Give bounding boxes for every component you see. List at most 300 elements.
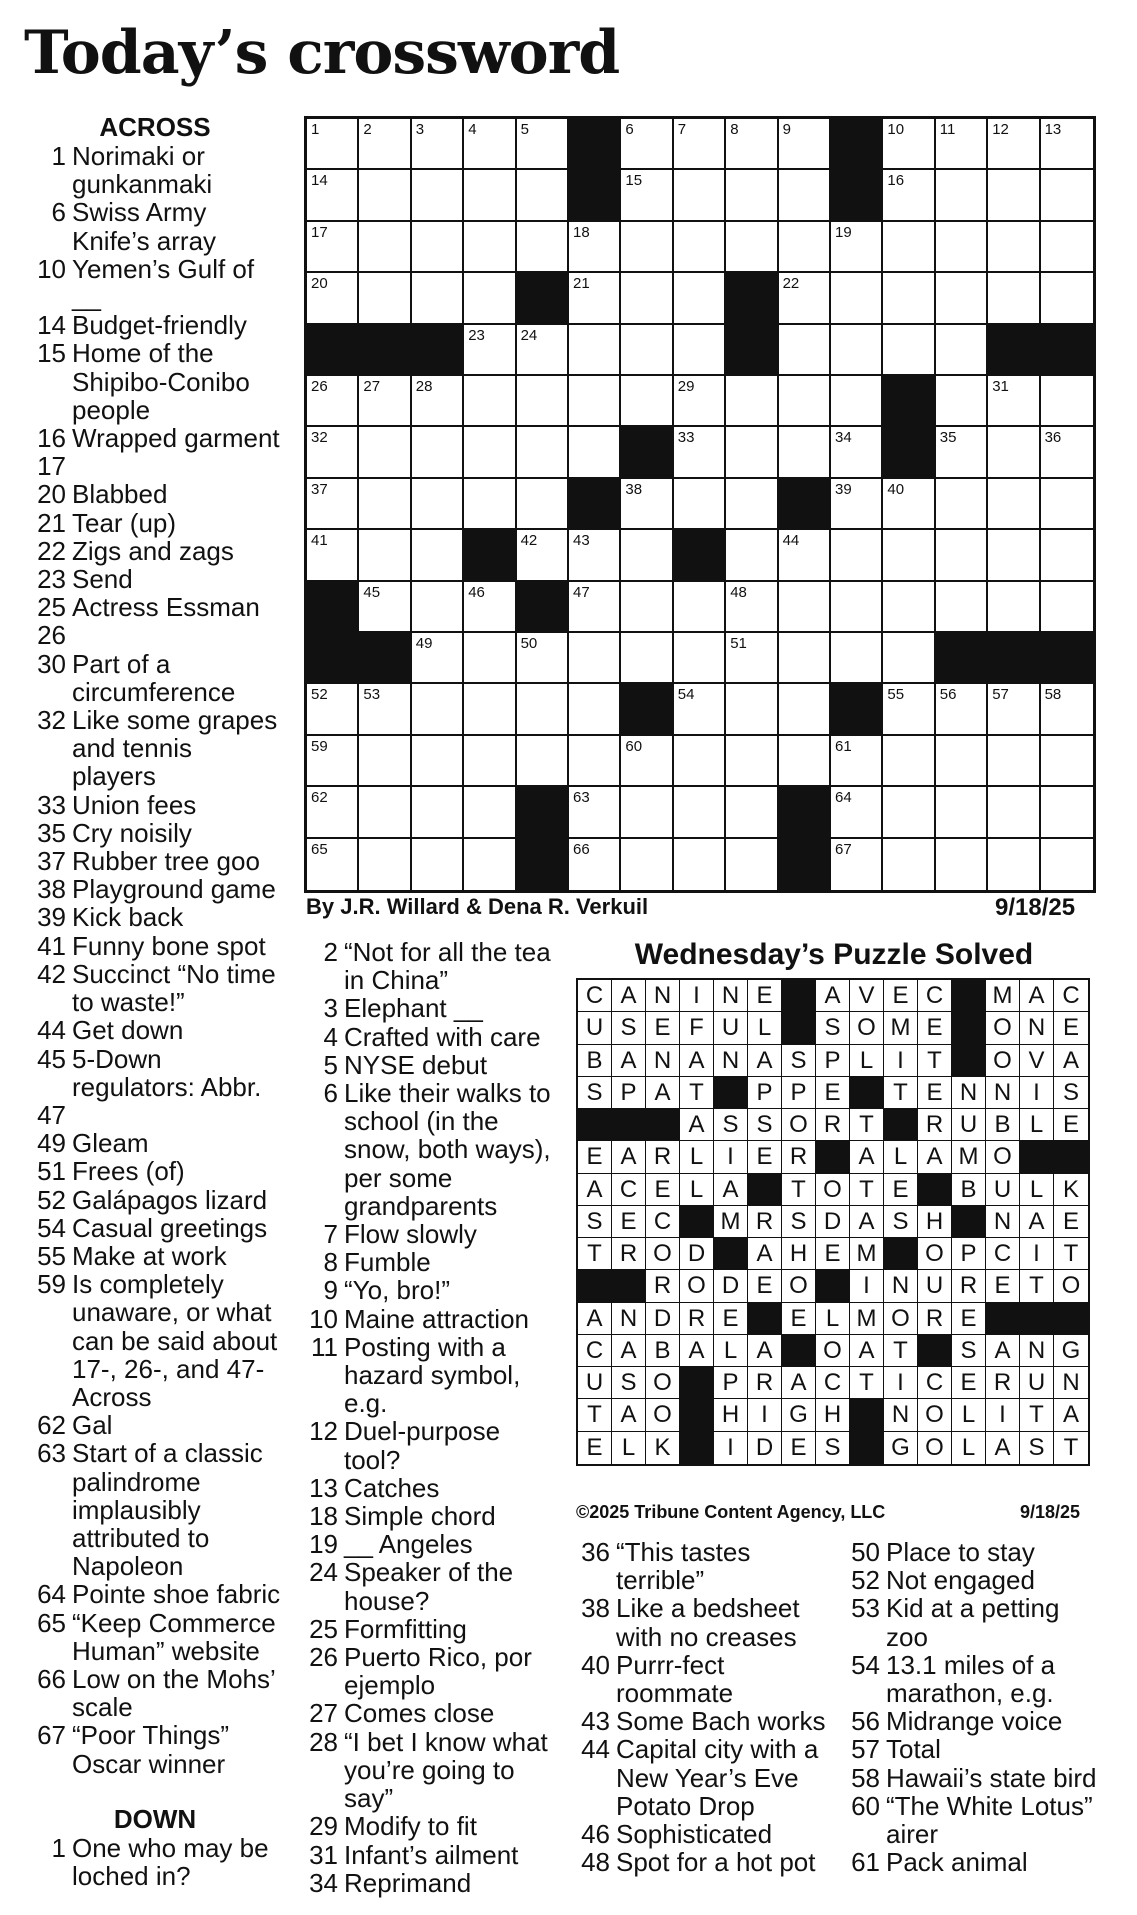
grid-cell[interactable] [1041, 530, 1093, 581]
grid-cell[interactable] [674, 376, 726, 427]
grid-cell[interactable] [307, 376, 359, 427]
grid-cell[interactable] [464, 736, 516, 787]
grid-cell[interactable] [517, 170, 569, 221]
grid-cell[interactable] [936, 787, 988, 838]
solution-letter: N [952, 1077, 986, 1109]
grid-cell[interactable] [936, 582, 988, 633]
grid-cell[interactable] [621, 222, 673, 273]
grid-cell[interactable] [1041, 736, 1093, 787]
grid-cell[interactable] [1041, 273, 1093, 324]
solution-letter: A [1020, 980, 1054, 1012]
grid-cell[interactable] [936, 427, 988, 478]
clue-text: Tear (up) [72, 507, 177, 538]
grid-cell[interactable] [621, 273, 673, 324]
solution-letter: R [748, 1367, 782, 1399]
black-square [883, 427, 935, 478]
solution-letter: E [986, 1270, 1020, 1302]
grid-cell[interactable] [464, 170, 516, 221]
grid-cell[interactable] [359, 530, 411, 581]
grid-cell[interactable] [359, 582, 411, 633]
clue-text: Make at work [72, 1240, 227, 1271]
grid-cell[interactable] [621, 787, 673, 838]
clue-text: Spot for a hot pot [616, 1847, 816, 1878]
down-clue-25 [300, 1615, 562, 1643]
grid-cell[interactable] [621, 736, 673, 787]
grid-cell[interactable] [831, 787, 883, 838]
solution-black-square [680, 1367, 714, 1399]
clue-number: 14 [37, 310, 66, 341]
grid-cell[interactable] [988, 479, 1040, 530]
grid-cell[interactable] [988, 119, 1040, 170]
clue-text: “This tastes terrible” [616, 1537, 751, 1596]
grid-cell[interactable] [307, 684, 359, 735]
solution-black-square [748, 1174, 782, 1206]
grid-cell[interactable] [831, 376, 883, 427]
grid-cell[interactable] [569, 376, 621, 427]
grid-cell[interactable] [569, 736, 621, 787]
clue-text: Zigs and zags [72, 535, 234, 566]
clue-number: 39 [37, 902, 66, 933]
clue-text: Yemen’s Gulf of __ [72, 253, 255, 313]
grid-cell[interactable] [831, 273, 883, 324]
grid-cell[interactable] [674, 222, 726, 273]
down-clue-40 [572, 1651, 834, 1707]
grid-cell[interactable] [674, 170, 726, 221]
grid-cell[interactable] [936, 736, 988, 787]
solution-letter: S [714, 1109, 748, 1141]
grid-cell[interactable] [674, 325, 726, 376]
grid-cell[interactable] [569, 582, 621, 633]
solution-letter: E [578, 1141, 612, 1173]
solution-letter: O [680, 1270, 714, 1302]
grid-cell[interactable] [359, 119, 411, 170]
solution-letter: E [612, 1206, 646, 1238]
grid-cell[interactable] [779, 325, 831, 376]
grid-cell[interactable] [936, 222, 988, 273]
grid-cell[interactable] [412, 273, 464, 324]
solution-black-square [884, 1238, 918, 1270]
grid-cell[interactable] [569, 222, 621, 273]
grid-cell[interactable] [988, 170, 1040, 221]
grid-cell[interactable] [359, 839, 411, 890]
clue-number: 16 [37, 423, 66, 454]
grid-cell[interactable] [412, 119, 464, 170]
grid-cell[interactable] [674, 427, 726, 478]
grid-cell[interactable] [517, 119, 569, 170]
grid-cell[interactable] [674, 839, 726, 890]
grid-cell[interactable] [621, 582, 673, 633]
grid-cell[interactable] [412, 684, 464, 735]
down-clue-60 [842, 1792, 1104, 1848]
grid-cell[interactable] [1041, 684, 1093, 735]
grid-cell[interactable] [621, 325, 673, 376]
grid-cell[interactable] [779, 376, 831, 427]
grid-cell[interactable] [726, 839, 778, 890]
across-clue-59 [28, 1270, 282, 1411]
down-clue-13 [300, 1474, 562, 1502]
grid-cell[interactable] [988, 736, 1040, 787]
cell-number: 39 [835, 480, 852, 498]
grid-cell[interactable] [883, 479, 935, 530]
grid-cell[interactable] [464, 582, 516, 633]
black-square [307, 633, 359, 684]
solution-letter: S [816, 1012, 850, 1044]
solution-black-square [816, 1141, 850, 1173]
clue-text [72, 452, 282, 480]
grid-cell[interactable] [621, 530, 673, 581]
grid-cell[interactable] [883, 325, 935, 376]
grid-cell[interactable] [307, 273, 359, 324]
grid-cell[interactable] [988, 427, 1040, 478]
grid-cell[interactable] [883, 170, 935, 221]
grid-cell[interactable] [726, 376, 778, 427]
solution-date: 9/18/25 [1020, 1502, 1081, 1522]
grid-cell[interactable] [307, 119, 359, 170]
grid-cell[interactable] [831, 633, 883, 684]
grid-cell[interactable] [569, 273, 621, 324]
grid-cell[interactable] [883, 736, 935, 787]
grid-cell[interactable] [936, 325, 988, 376]
clue-number: 27 [309, 1698, 338, 1729]
grid-cell[interactable] [359, 376, 411, 427]
grid-cell[interactable] [726, 787, 778, 838]
grid-cell[interactable] [988, 787, 1040, 838]
grid-cell[interactable] [359, 427, 411, 478]
grid-cell[interactable] [307, 736, 359, 787]
solution-black-square [1054, 1303, 1088, 1335]
solution-letter: T [850, 1109, 884, 1141]
across-clue-66 [28, 1665, 282, 1721]
grid-cell[interactable] [621, 479, 673, 530]
grid-cell[interactable] [464, 222, 516, 273]
solution-letter: I [884, 1045, 918, 1077]
grid-cell[interactable] [359, 787, 411, 838]
grid-cell[interactable] [412, 376, 464, 427]
grid-cell[interactable] [517, 222, 569, 273]
cell-number: 14 [311, 172, 328, 190]
clue-text: 13.1 miles of a marathon, e.g. [886, 1649, 1056, 1709]
grid-cell[interactable] [674, 633, 726, 684]
grid-cell[interactable] [517, 736, 569, 787]
clue-number: 52 [37, 1184, 66, 1215]
grid-cell[interactable] [359, 222, 411, 273]
solution-letter: E [1054, 1206, 1088, 1238]
grid-cell[interactable] [831, 325, 883, 376]
clue-number: 10 [37, 253, 66, 284]
grid-cell[interactable] [674, 582, 726, 633]
across-clue-1 [28, 142, 282, 198]
grid-cell[interactable] [883, 273, 935, 324]
grid-cell[interactable] [1041, 119, 1093, 170]
cell-number: 57 [992, 686, 1009, 704]
cell-number: 21 [573, 275, 590, 293]
solution-letter: E [748, 980, 782, 1012]
grid-cell[interactable] [1041, 582, 1093, 633]
grid-cell[interactable] [883, 684, 935, 735]
grid-cell[interactable] [517, 325, 569, 376]
black-square [831, 119, 883, 170]
grid-cell[interactable] [569, 427, 621, 478]
grid-cell[interactable] [1041, 170, 1093, 221]
grid-cell[interactable] [412, 479, 464, 530]
solution-letter: U [952, 1109, 986, 1141]
grid-cell[interactable] [936, 376, 988, 427]
grid-cell[interactable] [1041, 787, 1093, 838]
grid-cell[interactable] [307, 170, 359, 221]
grid-cell[interactable] [517, 479, 569, 530]
solution-letter: E [918, 1012, 952, 1044]
solution-letter: L [952, 1399, 986, 1431]
grid-cell[interactable] [412, 170, 464, 221]
grid-cell[interactable] [831, 222, 883, 273]
solution-letter: T [1020, 1270, 1054, 1302]
grid-cell[interactable] [359, 479, 411, 530]
clue-number: 12 [309, 1416, 338, 1447]
solution-letter: A [850, 1206, 884, 1238]
grid-cell[interactable] [464, 427, 516, 478]
grid-cell[interactable] [988, 839, 1040, 890]
across-clue-52 [28, 1186, 282, 1214]
solution-black-square [782, 1335, 816, 1367]
grid-cell[interactable] [831, 582, 883, 633]
solution-letter: T [918, 1045, 952, 1077]
grid-cell[interactable] [1041, 479, 1093, 530]
clue-text: Wrapped garment [72, 423, 280, 454]
grid-cell[interactable] [464, 479, 516, 530]
grid-cell[interactable] [779, 582, 831, 633]
grid-cell[interactable] [779, 273, 831, 324]
grid-cell[interactable] [412, 530, 464, 581]
cell-number: 47 [573, 583, 590, 601]
crossword-grid[interactable] [304, 116, 1096, 893]
grid-cell[interactable] [779, 222, 831, 273]
solution-letter: A [850, 1141, 884, 1173]
grid-cell[interactable] [988, 273, 1040, 324]
grid-cell[interactable] [621, 839, 673, 890]
grid-cell[interactable] [621, 376, 673, 427]
solution-letter: A [612, 1045, 646, 1077]
grid-cell[interactable] [779, 170, 831, 221]
grid-cell[interactable] [988, 376, 1040, 427]
grid-cell[interactable] [831, 479, 883, 530]
grid-cell[interactable] [726, 582, 778, 633]
grid-cell[interactable] [517, 376, 569, 427]
grid-cell[interactable] [517, 427, 569, 478]
grid-cell[interactable] [831, 427, 883, 478]
clue-text: 5-Down regulators: Abbr. [72, 1043, 262, 1102]
grid-cell[interactable] [307, 839, 359, 890]
grid-cell[interactable] [412, 787, 464, 838]
grid-cell[interactable] [726, 119, 778, 170]
grid-cell[interactable] [726, 736, 778, 787]
grid-cell[interactable] [779, 119, 831, 170]
down-clue-18 [300, 1502, 562, 1530]
grid-cell[interactable] [779, 427, 831, 478]
grid-cell[interactable] [359, 170, 411, 221]
solution-black-square [714, 1077, 748, 1109]
grid-cell[interactable] [412, 736, 464, 787]
clue-text: Cry noisily [72, 817, 192, 848]
down-clue-12 [300, 1417, 562, 1473]
solution-letter: R [782, 1141, 816, 1173]
grid-cell[interactable] [988, 222, 1040, 273]
grid-cell[interactable] [464, 273, 516, 324]
clue-number: 26 [37, 620, 66, 651]
grid-cell[interactable] [1041, 376, 1093, 427]
solution-letter: O [918, 1399, 952, 1431]
grid-cell[interactable] [936, 170, 988, 221]
grid-cell[interactable] [674, 479, 726, 530]
grid-cell[interactable] [674, 787, 726, 838]
grid-cell[interactable] [883, 582, 935, 633]
grid-cell[interactable] [883, 839, 935, 890]
grid-cell[interactable] [1041, 839, 1093, 890]
grid-cell[interactable] [412, 582, 464, 633]
grid-cell[interactable] [359, 736, 411, 787]
cell-number: 52 [311, 686, 328, 704]
grid-cell[interactable] [464, 119, 516, 170]
grid-cell[interactable] [883, 119, 935, 170]
grid-cell[interactable] [726, 427, 778, 478]
grid-cell[interactable] [988, 530, 1040, 581]
down-clue-8 [300, 1248, 562, 1276]
grid-cell[interactable] [779, 633, 831, 684]
grid-cell[interactable] [883, 222, 935, 273]
clue-text: Galápagos lizard [72, 1184, 268, 1215]
grid-cell[interactable] [779, 736, 831, 787]
grid-cell[interactable] [936, 273, 988, 324]
across-clue-35 [28, 819, 282, 847]
solution-letter: A [986, 1335, 1020, 1367]
solution-letter: O [918, 1238, 952, 1270]
grid-cell[interactable] [412, 427, 464, 478]
grid-cell[interactable] [307, 530, 359, 581]
cell-number: 2 [363, 121, 372, 138]
solution-letter: E [816, 1238, 850, 1270]
grid-cell[interactable] [464, 839, 516, 890]
grid-cell[interactable] [307, 222, 359, 273]
grid-cell[interactable] [988, 582, 1040, 633]
grid-cell[interactable] [1041, 427, 1093, 478]
grid-cell[interactable] [307, 479, 359, 530]
grid-cell[interactable] [988, 684, 1040, 735]
solution-black-square [578, 1270, 612, 1302]
grid-cell[interactable] [569, 325, 621, 376]
clue-number: 31 [309, 1839, 338, 1870]
clue-text: Total [886, 1734, 941, 1765]
grid-cell[interactable] [412, 839, 464, 890]
grid-cell[interactable] [831, 839, 883, 890]
grid-cell[interactable] [569, 787, 621, 838]
black-square [1041, 633, 1093, 684]
grid-cell[interactable] [569, 839, 621, 890]
grid-cell[interactable] [726, 633, 778, 684]
grid-cell[interactable] [674, 119, 726, 170]
clue-number: 4 [323, 1021, 338, 1052]
down-clue-50 [842, 1538, 1104, 1566]
clue-text: One who may be loched in? [72, 1832, 269, 1891]
grid-cell[interactable] [464, 376, 516, 427]
clue-number: 66 [37, 1663, 66, 1694]
grid-cell[interactable] [1041, 222, 1093, 273]
solution-letter: V [850, 980, 884, 1012]
grid-cell[interactable] [726, 684, 778, 735]
grid-cell[interactable] [464, 684, 516, 735]
grid-cell[interactable] [464, 633, 516, 684]
grid-cell[interactable] [936, 530, 988, 581]
grid-cell[interactable] [412, 222, 464, 273]
solution-letter: T [1054, 1238, 1088, 1270]
grid-cell[interactable] [726, 479, 778, 530]
grid-cell[interactable] [569, 530, 621, 581]
cell-number: 4 [468, 121, 477, 138]
solution-black-square [646, 1109, 680, 1141]
black-square [464, 530, 516, 581]
grid-cell[interactable] [674, 736, 726, 787]
grid-cell[interactable] [936, 479, 988, 530]
cell-number: 22 [782, 275, 800, 293]
clue-number: 59 [37, 1269, 66, 1300]
down-clue-6 [300, 1079, 562, 1220]
grid-cell[interactable] [569, 684, 621, 735]
grid-cell[interactable] [359, 684, 411, 735]
grid-cell[interactable] [726, 530, 778, 581]
grid-cell[interactable] [936, 839, 988, 890]
down-clue-3 [300, 994, 562, 1022]
grid-cell[interactable] [412, 633, 464, 684]
grid-cell[interactable] [464, 325, 516, 376]
grid-cell[interactable] [726, 222, 778, 273]
solution-letter: P [612, 1077, 646, 1109]
grid-cell[interactable] [359, 273, 411, 324]
grid-cell[interactable] [779, 684, 831, 735]
grid-cell[interactable] [569, 633, 621, 684]
clue-text: Not engaged [886, 1565, 1035, 1596]
grid-cell[interactable] [517, 633, 569, 684]
grid-cell[interactable] [883, 530, 935, 581]
black-square [779, 787, 831, 838]
grid-cell[interactable] [883, 787, 935, 838]
clue-number: 44 [37, 1015, 66, 1046]
solution-letter: T [782, 1174, 816, 1206]
clue-text: Infant’s ailment [344, 1839, 519, 1870]
solution-letter: P [816, 1045, 850, 1077]
solution-letter: D [680, 1238, 714, 1270]
grid-cell[interactable] [936, 684, 988, 735]
grid-cell[interactable] [883, 633, 935, 684]
grid-cell[interactable] [831, 736, 883, 787]
grid-cell[interactable] [464, 787, 516, 838]
grid-cell[interactable] [674, 684, 726, 735]
grid-cell[interactable] [779, 530, 831, 581]
solution-letter: P [748, 1077, 782, 1109]
grid-cell[interactable] [621, 119, 673, 170]
grid-cell[interactable] [621, 633, 673, 684]
clue-number: 43 [581, 1706, 610, 1737]
solution-black-square [952, 1012, 986, 1044]
grid-cell[interactable] [621, 170, 673, 221]
grid-cell[interactable] [517, 530, 569, 581]
grid-cell[interactable] [674, 273, 726, 324]
solution-letter: E [748, 1270, 782, 1302]
grid-cell[interactable] [307, 427, 359, 478]
grid-cell[interactable] [831, 530, 883, 581]
solution-letter: D [646, 1303, 680, 1335]
grid-cell[interactable] [936, 119, 988, 170]
grid-cell[interactable] [726, 170, 778, 221]
grid-cell[interactable] [517, 684, 569, 735]
grid-cell[interactable] [307, 787, 359, 838]
